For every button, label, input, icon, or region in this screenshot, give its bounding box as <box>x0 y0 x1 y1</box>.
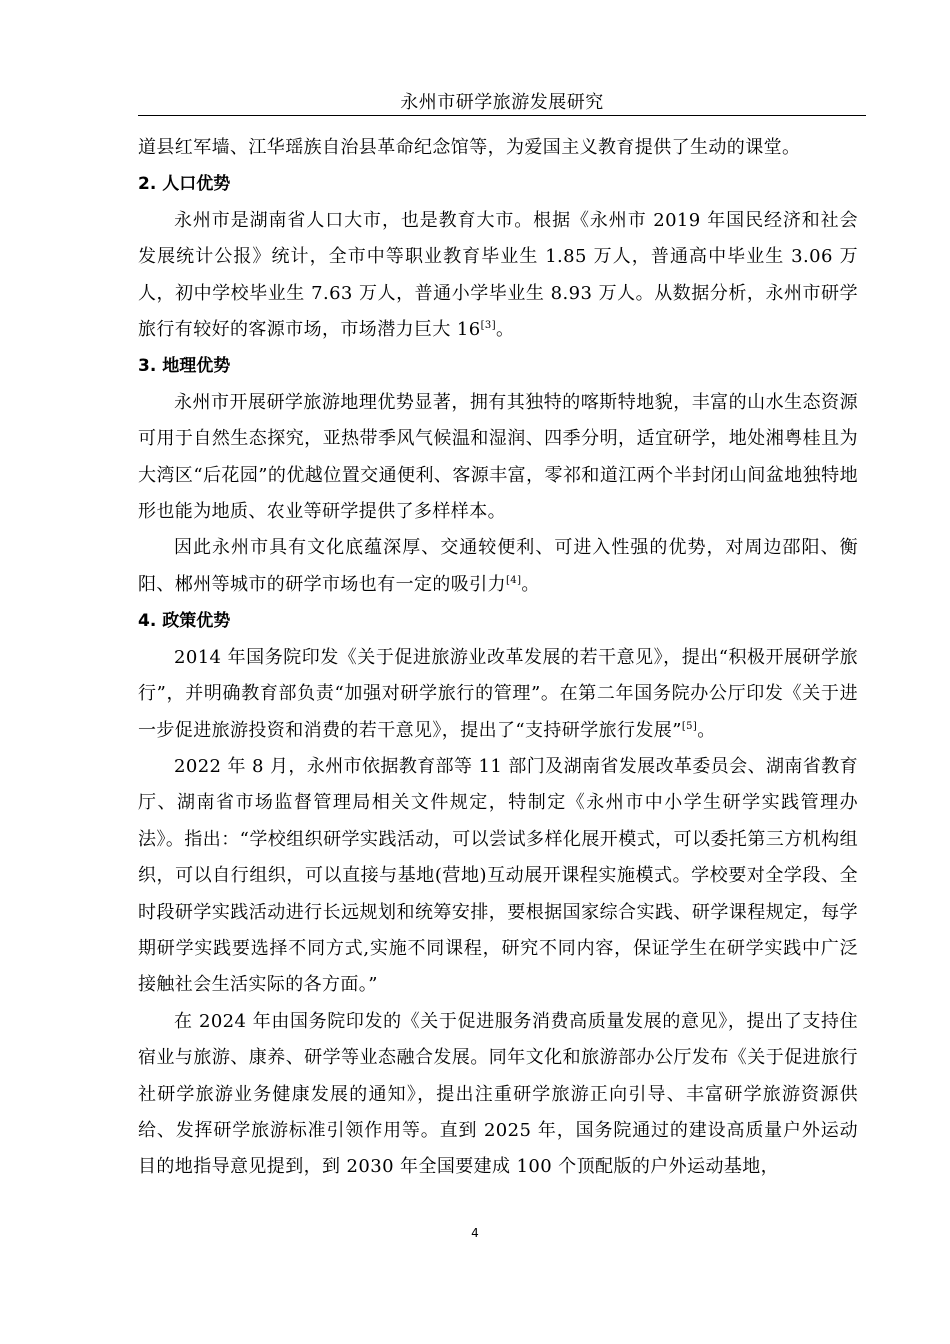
paragraph-population-text: 永州市是湖南省人口大市，也是教育大市。根据《永州市 2019 年国民经济和社会发展统计公报》统计，全市中等职业教育毕业生 1.85 万人，普通高中毕业生 3.06 万人，初中学校毕业生 7.63 万人，普通小学毕业生 8.93 万人。从数据分析，永州市研学旅行有较好的客源市场，市场潜力巨大 16 <box>138 209 858 341</box>
paragraph-geography-summary <box>138 530 858 603</box>
citation-4[interactable]: [4] <box>506 574 522 586</box>
paragraph-policy-2014-end: 。 <box>697 719 716 741</box>
paragraph-population <box>138 203 858 349</box>
paragraph-policy-2024: 在 2024 年由国务院印发的《关于促进服务消费高质量发展的意见》，提出了支持住宿业与旅游、康养、研学等业态融合发展。同年文化和旅游部办公厅发布《关于促进旅行社研学旅游业务健康发展的通知》，提出注重研学旅游正向引导、丰富研学旅游资源供给、发挥研学旅游标准引领作用等。直到 2025 年，国务院通过的建设高质量户外运动目的地指导意见提到，到 2030 年全国要建成 100 个顶配版的户外运动基地， <box>138 1010 858 1178</box>
header-rule <box>138 115 866 116</box>
paragraph-geography: 永州市开展研学旅游地理优势显著，拥有其独特的喀斯特地貌，丰富的山水生态资源可用于自然生态探究，亚热带季风气候温和湿润、四季分明，适宜研学，地处湘粤桂且为大湾区“后花园”的优越位置交通便利、客源丰富，零祁和道江两个半封闭山间盆地独特地形也能为地质、农业等研学提供了多样样本。 <box>138 391 858 523</box>
paragraph-continuation: 道县红军墙、江华瑶族自治县革命纪念馆等，为爱国主义教育提供了生动的课堂。 <box>138 137 801 158</box>
paragraph-geography-summary-text: 因此永州市具有文化底蕴深厚、交通较便利、可进入性强的优势，对周边邵阳、衡阳、郴州等城市的研学市场也有一定的吸引力 <box>138 537 858 595</box>
page-number: 4 <box>471 1226 479 1240</box>
document-body <box>138 130 858 1186</box>
paragraph-population-end: 。 <box>496 319 515 341</box>
citation-5[interactable]: [5] <box>681 720 698 732</box>
paragraph-policy-2014-text: 2014 年国务院印发《关于促进旅游业改革发展的若干意见》，提出“积极开展研学旅行”，并明确教育部负责“加强对研学旅行的管理”。在第二年国务院办公厅印发《关于进一步促进旅游投资和消费的若干意见》，提出了“支持研学旅行发展” <box>138 646 858 741</box>
paragraph-policy-2014 <box>138 640 858 749</box>
section-heading-policy: 4. 政策优势 <box>138 611 231 632</box>
paragraph-policy-2022: 2022 年 8 月，永州市依据教育部等 11 部门及湖南省发展改革委员会、湖南省教育厅、湖南省市场监督管理局相关文件规定，特制定《永州市中小学生研学实践管理办法》。指出：“学校组织研学实践活动，可以尝试多样化展开模式，可以委托第三方机构组织，可以自行组织，可以直接与基地(营地)互动展开课程实施模式。学校要对全学段、全时段研学实践活动进行长远规划和统筹安排，要根据国家综合实践、研学课程规定，每学期研学实践要选择不同方式,实施不同课程，研究不同内容，保证学生在研学实践中广泛接触社会生活实际的各方面。” <box>138 755 858 996</box>
section-heading-geography: 3. 地理优势 <box>138 356 231 377</box>
citation-3[interactable]: [3] <box>480 320 496 332</box>
paragraph-geography-summary-end: 。 <box>521 573 540 595</box>
running-header: 永州市研学旅游发展研究 <box>400 92 604 113</box>
section-heading-population: 2. 人口优势 <box>138 174 231 195</box>
